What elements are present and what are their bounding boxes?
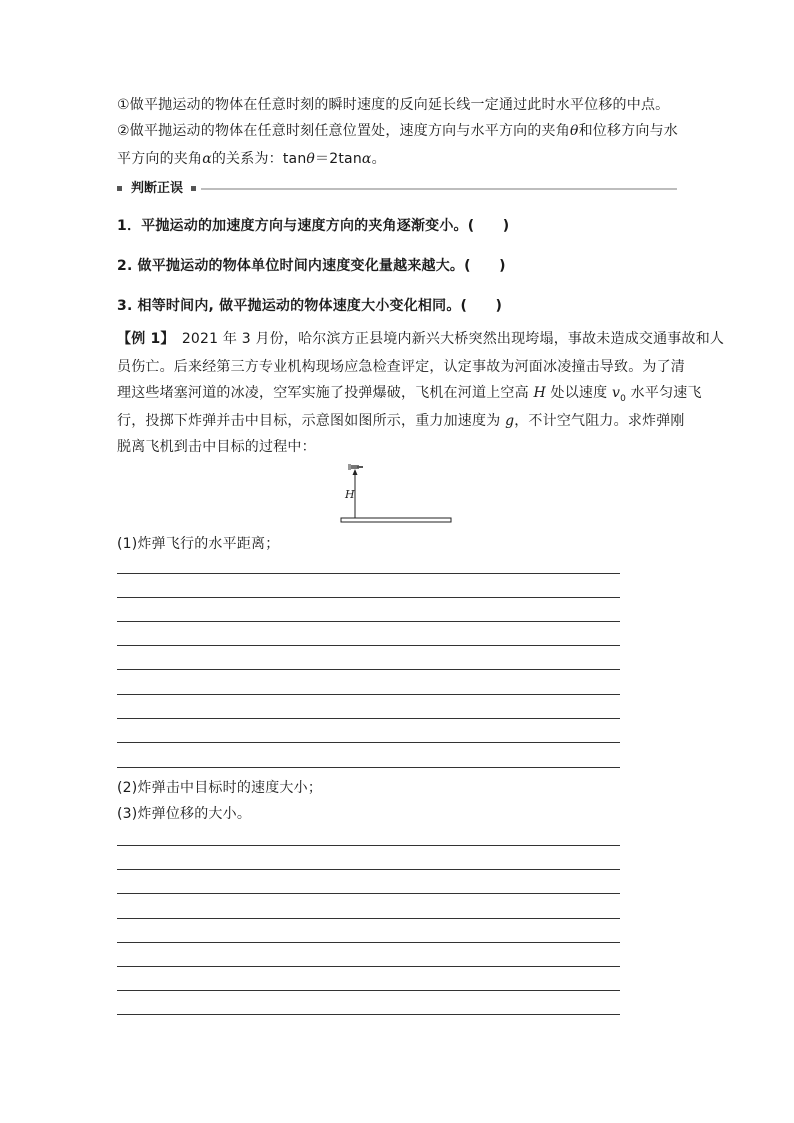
question-2: (2)炸弹击中目标时的速度大小； <box>117 780 323 796</box>
intro-text: 和位移方向与水 <box>578 123 678 139</box>
judgment-item-3: 3. 相等时间内, 做平抛运动的物体速度大小变化相同。( ) <box>117 298 503 314</box>
answer-line[interactable] <box>117 742 620 743</box>
intro-text: ②做平抛运动的物体在任意时刻任意位置处，速度方向与水平方向的夹角 <box>117 123 570 139</box>
answer-line[interactable] <box>117 893 620 894</box>
theta-symbol: θ <box>569 123 579 139</box>
intro-point-1: ①做平抛运动的物体在任意时刻的瞬时速度的反向延长线一定通过此时水平位移的中点。 <box>117 97 670 113</box>
intro-text: ＝2tan <box>315 151 362 167</box>
bullet-square-icon <box>191 186 196 191</box>
theta-symbol: θ <box>306 151 316 167</box>
velocity-symbol: v <box>611 385 621 401</box>
answer-line[interactable] <box>117 918 620 919</box>
question-1: (1)炸弹飞行的水平距离； <box>117 536 280 552</box>
intro-point-2-cont <box>117 150 677 168</box>
example-line-2: 员伤亡。后来经第三方专业机构现场应急检查评定，认定事故为河面冰凌撞击导致。为了清 <box>117 359 685 375</box>
answer-line[interactable] <box>117 718 620 719</box>
bullet-square-icon <box>117 186 122 191</box>
example-line-1 <box>117 330 725 348</box>
answer-line[interactable] <box>117 942 620 943</box>
example-text: 理这些堵塞河道的冰凌，空军实施了投弹爆破，飞机在河道上空高 <box>117 385 534 401</box>
example-text: 水平匀速飞 <box>626 385 702 401</box>
answer-line[interactable] <box>117 869 620 870</box>
height-symbol: H <box>533 385 546 401</box>
gravity-symbol: g <box>505 413 515 429</box>
ground-surface <box>341 518 451 522</box>
intro-text: 。 <box>371 151 386 167</box>
section-heading-true-false <box>117 180 677 198</box>
intro-text: 的关系为：tan <box>211 151 307 167</box>
intro-text: 平方向的夹角 <box>117 151 203 167</box>
example-label: 【例 1】 <box>117 331 168 347</box>
answer-line[interactable] <box>117 966 620 967</box>
example-line-5: 脱离飞机到击中目标的过程中： <box>117 439 316 455</box>
example-text: 行，投掷下炸弹并击中目标，示意图如图所示，重力加速度为 <box>117 413 506 429</box>
section-title: 判断正误 <box>131 181 184 196</box>
answer-line[interactable] <box>117 1014 620 1015</box>
intro-point-2 <box>117 122 677 140</box>
answer-line[interactable] <box>117 645 620 646</box>
alpha-symbol: α <box>361 151 372 167</box>
answer-line[interactable] <box>117 990 620 991</box>
bomber-diagram <box>340 464 454 526</box>
answer-line[interactable] <box>117 669 620 670</box>
height-label: H <box>345 488 355 501</box>
judgment-item-2: 2. 做平抛运动的物体单位时间内速度变化量越来越大。( ) <box>117 258 506 274</box>
example-text: 处以速度 <box>545 385 612 401</box>
example-line-4 <box>117 412 685 430</box>
answer-line[interactable] <box>117 845 620 846</box>
answer-line[interactable] <box>117 621 620 622</box>
example-line-3 <box>117 384 702 408</box>
answer-line[interactable] <box>117 767 620 768</box>
section-divider <box>201 188 677 190</box>
answer-line[interactable] <box>117 597 620 598</box>
velocity-subscript: 0 <box>620 393 627 404</box>
question-3: (3)炸弹位移的大小。 <box>117 806 252 822</box>
answer-line[interactable] <box>117 573 620 574</box>
answer-line[interactable] <box>117 694 620 695</box>
airplane-icon <box>348 464 363 470</box>
example-text: ，不计空气阻力。求炸弹刚 <box>514 413 685 429</box>
judgment-item-1: 1．平抛运动的加速度方向与速度方向的夹角逐渐变小。( ) <box>117 218 510 234</box>
example-text: 2021 年 3 月份，哈尔滨方正县境内新兴大桥突然出现垮塌，事故未造成交通事故和人 <box>167 331 725 347</box>
arrow-head-icon <box>353 469 358 475</box>
alpha-symbol: α <box>202 151 212 167</box>
